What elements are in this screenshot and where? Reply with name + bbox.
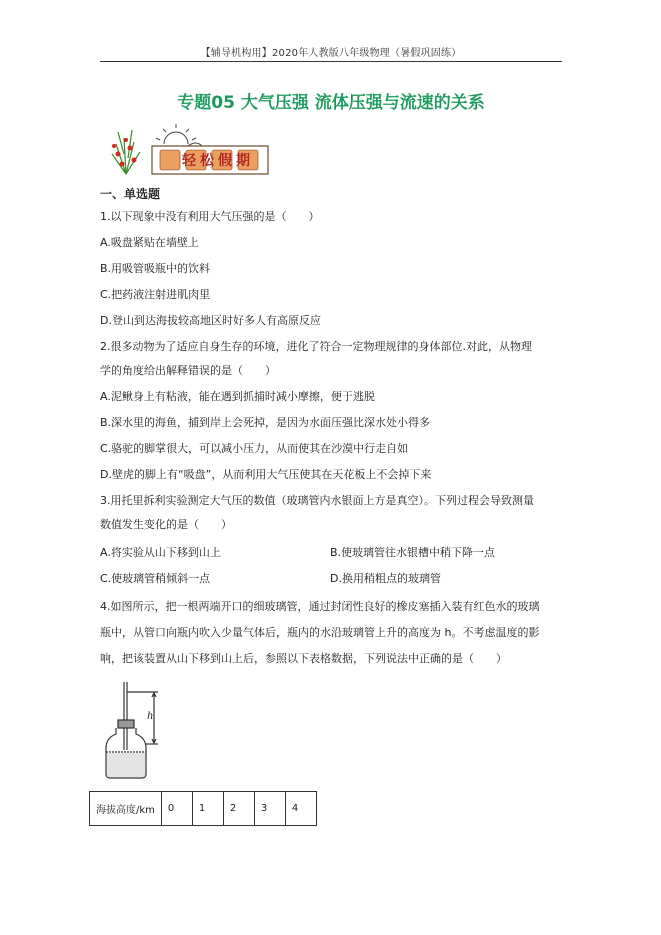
q2-option-b: B.深水里的海鱼，捕到岸上会死掉，是因为水面压强比深水处小得多 [100,416,431,429]
table-cell: 4 [285,792,316,826]
q3-stem-line2: 数值发生变化的是（ ） [100,518,232,531]
q2-option-c: C.骆驼的脚掌很大，可以减小压力，从而使其在沙漠中行走自如 [100,442,409,455]
table-header-cell: 海拔高度/km [90,792,162,826]
q1-option-a: A.吸盘紧贴在墙壁上 [100,236,199,249]
table-cell: 2 [223,792,254,826]
q4-stem-line1: 4.如图所示，把一根两端开口的细玻璃管，通过封闭性良好的橡皮塞插入装有红色水的玻璃 [100,600,540,613]
q2-stem-line2: 学的角度给出解释错误的是（ ） [100,364,276,377]
page-title: 专题05 大气压强 流体压强与流速的关系 [177,93,485,113]
logo-text: 轻松假期 [182,153,254,169]
header-divider [100,61,562,62]
section-heading: 一、单选题 [100,187,161,201]
bottle-apparatus-diagram [102,680,172,780]
q2-option-a: A.泥鳅身上有粘液，能在遇到抓捕时减小摩擦，便于逃脱 [100,390,375,403]
q3-option-c: C.使玻璃管稍倾斜一点 [100,572,211,585]
q1-option-d: D.登山到达海拔较高地区时好多人有高原反应 [100,314,321,327]
table-row [90,792,317,826]
q1-option-b: B.用吸管吸瓶中的饮料 [100,262,211,275]
table-cell: 0 [161,792,192,826]
q3-option-a: A.将实验从山下移到山上 [100,546,221,559]
q2-stem-line1: 2.很多动物为了适应自身生存的环境，进化了符合一定物理规律的身体部位.对此，从物理 [100,340,532,353]
q2-option-d: D.壁虎的脚上有“吸盘”，从而利用大气压使其在天花板上不会掉下来 [100,468,432,481]
q1-stem: 1.以下现象中没有利用大气压强的是（ ） [100,210,320,223]
figure-label-h: h [147,711,154,722]
table-cell: 3 [254,792,285,826]
table-cell: 1 [192,792,223,826]
q4-stem-line3: 响，把该装置从山下移到山上后，参照以下表格数据，下列说法中正确的是（ ） [100,652,507,665]
q3-stem-line1: 3.用托里拆利实验测定大气压的数值（玻璃管内水银面上方是真空）。下列过程会导致测量 [100,494,534,507]
q3-option-b: B.使玻璃管往水银槽中稍下降一点 [330,546,496,559]
q3-option-d: D.换用稍粗点的玻璃管 [330,572,441,585]
q4-stem-line2: 瓶中，从管口向瓶内吹入少量气体后，瓶内的水沿玻璃管上升的高度为 h。不考虑温度的影 [100,626,540,639]
q1-option-c: C.把药液注射进肌肉里 [100,288,211,301]
page-header: 【辅导机构用】2020年人教版八年级物理（暑假巩固练） [200,48,462,59]
altitude-table [89,791,317,826]
